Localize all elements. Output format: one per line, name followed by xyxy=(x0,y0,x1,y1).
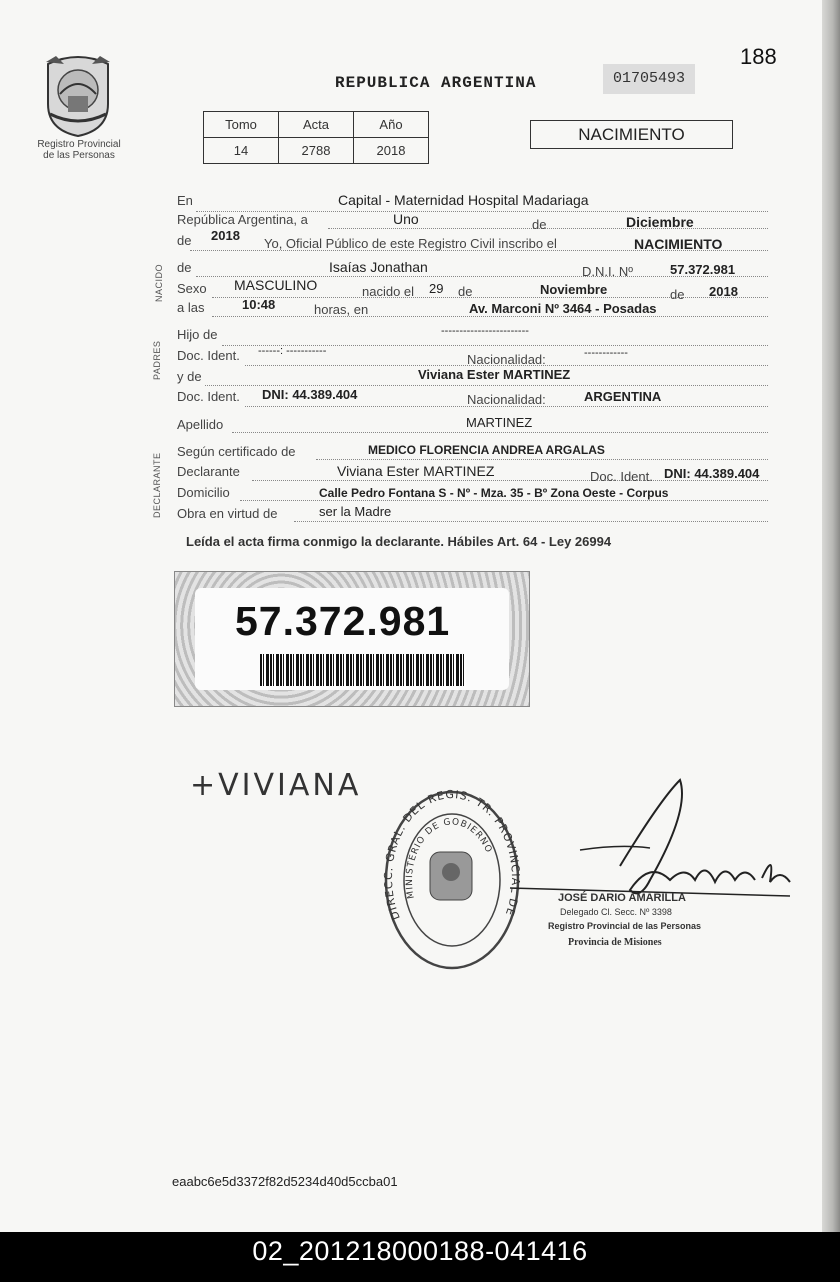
emblem-caption-line1: Registro Provincial xyxy=(37,139,121,150)
obra-label: Obra en virtud de xyxy=(177,506,278,521)
birth-month: Noviembre xyxy=(540,282,608,297)
hijo-label: Hijo de xyxy=(177,327,218,342)
id-stamp-number: 57.372.981 xyxy=(235,598,451,644)
side-label-declarante: DECLARANTE xyxy=(152,452,162,518)
handwritten-signature: +VIVIANA xyxy=(190,768,362,803)
birth-day: 29 xyxy=(429,281,444,296)
registry-header-tomo: Tomo xyxy=(204,112,279,138)
month-value: Diciembre xyxy=(626,214,694,230)
registry-header-anio: Año xyxy=(354,112,429,138)
en-label: En xyxy=(177,193,193,208)
en-value: Capital - Maternidad Hospital Madariaga xyxy=(338,192,589,208)
registry-value-anio: 2018 xyxy=(354,138,429,164)
page-number: 188 xyxy=(740,44,777,69)
certificado-value: MEDICO FLORENCIA ANDREA ARGALAS xyxy=(368,443,605,457)
dni-label: D.N.I. Nº xyxy=(582,264,633,279)
province-emblem-icon xyxy=(42,54,114,138)
father-nat-label: Nacionalidad: xyxy=(467,352,546,367)
side-label-padres: PADRES xyxy=(152,340,162,380)
declarante-label: Declarante xyxy=(177,464,240,479)
father-doc-label: Doc. Ident. xyxy=(177,348,240,363)
emblem-caption-line2: de las Personas xyxy=(43,150,115,161)
page-edge xyxy=(822,0,840,1232)
registry-table xyxy=(203,111,429,164)
de-label: de xyxy=(532,217,547,232)
closing-statement: Leída el acta firma conmigo la declarante. Hábiles Art. 64 - Ley 26994 xyxy=(186,534,612,549)
horas-label: horas, en xyxy=(314,302,369,317)
official-name: JOSÉ DARIO AMARILLA xyxy=(558,892,686,904)
nacido-label: nacido el xyxy=(362,284,415,299)
republica-label: República Argentina, a xyxy=(177,212,308,227)
father-nat: ------------ xyxy=(584,347,628,359)
seal-outer-text: DIRECC. GRAL. DEL REGIS. TR. PROVINCIAL DE xyxy=(381,788,523,922)
de5-label: de xyxy=(670,287,685,302)
domicilio-label: Domicilio xyxy=(177,485,230,500)
de4-label: de xyxy=(458,284,473,299)
obra-value: ser la Madre xyxy=(319,504,392,519)
scan-file-id: 02_201218000188-041416 xyxy=(252,1236,588,1266)
declarante-doc-label: Doc. Ident. xyxy=(590,469,653,484)
name-value: Isaías Jonathan xyxy=(329,259,428,275)
registry-value-tomo: 14 xyxy=(204,138,279,164)
dni-value: 57.372.981 xyxy=(670,262,736,277)
sexo-value: MASCULINO xyxy=(234,277,318,293)
birth-time: 10:48 xyxy=(242,297,276,312)
declarante-doc: DNI: 44.389.404 xyxy=(664,466,760,481)
serial-number: 01705493 xyxy=(603,64,695,94)
official-title: Delegado Cl. Secc. Nº 3398 xyxy=(560,907,672,917)
mother-nat-label: Nacionalidad: xyxy=(467,392,546,407)
mother-value: Viviana Ester MARTINEZ xyxy=(418,367,571,382)
birth-year: 2018 xyxy=(709,284,738,299)
birth-place: Av. Marconi Nº 3464 - Posadas xyxy=(469,301,657,316)
sexo-label: Sexo xyxy=(177,281,207,296)
de2-label: de xyxy=(177,233,192,248)
certificado-label: Según certificado de xyxy=(177,444,296,459)
record-type: NACIMIENTO xyxy=(634,236,723,252)
side-label-nacido: NACIDO xyxy=(154,263,164,302)
country-title: REPUBLICA ARGENTINA xyxy=(335,74,537,92)
barcode-icon xyxy=(260,654,466,686)
registry-header-acta: Acta xyxy=(279,112,354,138)
de3-label: de xyxy=(177,260,192,275)
id-stamp-panel xyxy=(195,588,509,690)
seal-inner-text: MINISTERIO DE GOBIERNO xyxy=(404,817,494,900)
mother-doc: DNI: 44.389.404 xyxy=(262,387,358,402)
day-value: Uno xyxy=(393,211,419,227)
emblem-caption xyxy=(20,139,138,161)
apellido-value: MARTINEZ xyxy=(466,415,533,430)
document-type: NACIMIENTO xyxy=(530,120,733,149)
id-number-stamp xyxy=(174,571,530,707)
declarante-value: Viviana Ester MARTINEZ xyxy=(337,463,495,479)
oficial-text: Yo, Oficial Público de este Registro Civil inscribo el xyxy=(264,236,557,251)
document-hash: eaabc6e5d3372f82d5234d40d5ccba01 xyxy=(172,1174,398,1189)
official-office: Registro Provincial de las Personas xyxy=(548,921,702,931)
yde-label: y de xyxy=(177,369,202,384)
mother-doc-label: Doc. Ident. xyxy=(177,389,240,404)
alas-label: a las xyxy=(177,300,205,315)
domicilio-value: Calle Pedro Fontana S - Nº - Mza. 35 - Bº Zona Oeste - Corpus xyxy=(319,486,669,500)
apellido-label: Apellido xyxy=(177,417,224,432)
father-doc: ------: ----------- xyxy=(258,345,327,357)
official-province: Provincia de Misiones xyxy=(568,937,662,948)
father-value: ------------------------ xyxy=(441,325,529,337)
registry-value-acta: 2788 xyxy=(279,138,354,164)
year-value: 2018 xyxy=(211,228,240,243)
mother-nat: ARGENTINA xyxy=(584,389,662,404)
